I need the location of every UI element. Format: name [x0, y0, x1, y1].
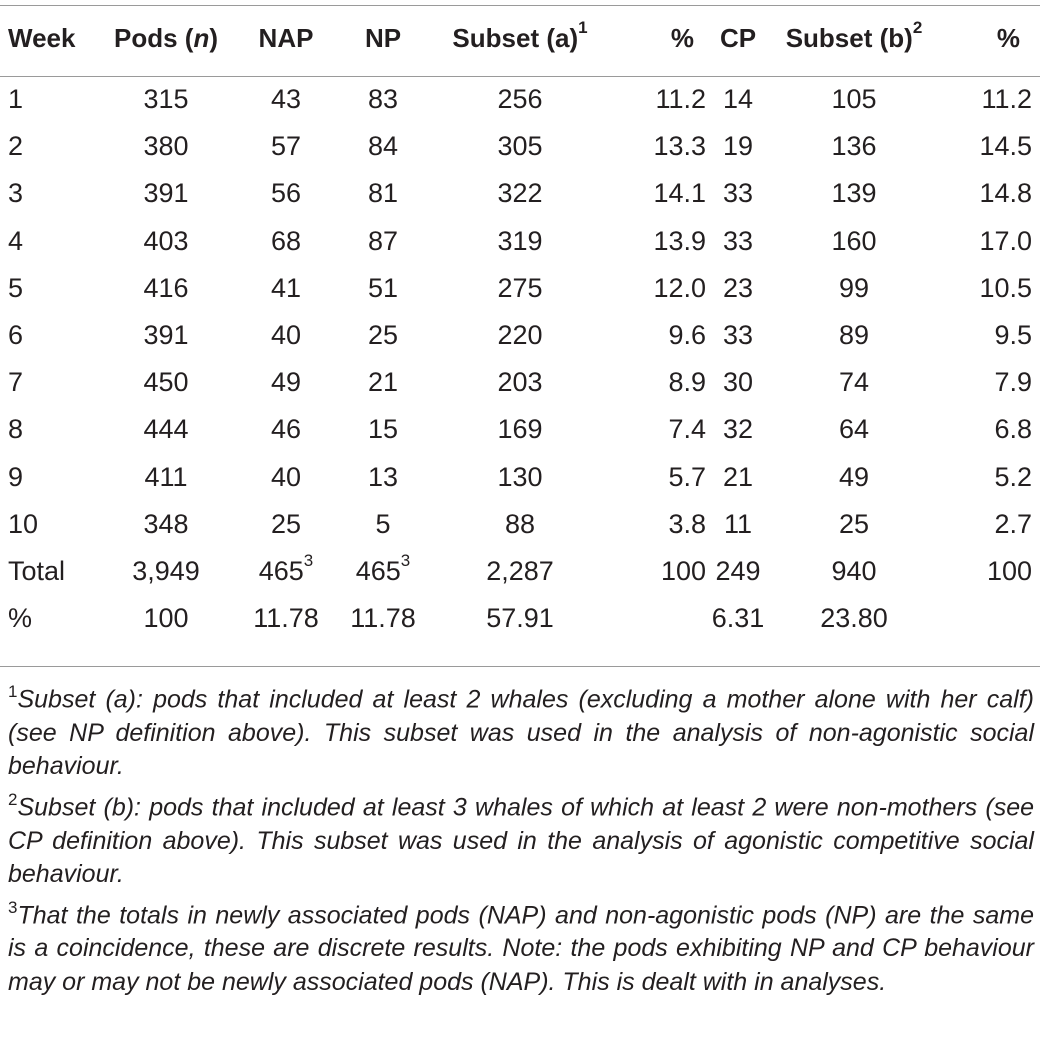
cell-subset-a: 88	[504, 508, 536, 539]
cell-nap: 43	[270, 84, 302, 115]
cell-np: 83	[367, 84, 399, 115]
cell-percent-a: 5.7	[668, 461, 706, 492]
cell-np: 87	[367, 225, 399, 256]
cell-pods: 444	[143, 414, 189, 445]
cell-cp: 14	[722, 84, 754, 115]
cell-nap: 49	[270, 367, 302, 398]
cell-subset-b: 105	[831, 84, 877, 115]
cell-np: 81	[367, 178, 399, 209]
table-row	[0, 501, 1040, 548]
footnote-text: That the totals in newly associated pods (NAP) and non-agonistic pods (NP) are the same is a coincidence, these are discrete results. Note: the pods exhibiting NP and CP behaviour may or may not be newly associated pods (NAP). This is dealt with in analyses.	[8, 900, 1034, 996]
cell-cp: 19	[722, 131, 754, 162]
header-cp: CP	[719, 22, 757, 53]
cell-cp: 6.31	[711, 603, 765, 634]
cell-subset-b: 49	[838, 461, 870, 492]
table-row	[0, 406, 1040, 453]
cell-subset-b: 74	[838, 367, 870, 398]
header-subset-b: Subset $(b)^2$	[785, 17, 923, 53]
cell-week: 2	[8, 131, 24, 162]
cell-pods: 411	[144, 461, 188, 492]
cell-week: 4	[8, 225, 24, 256]
cell-percent-b: 17.0	[979, 225, 1032, 256]
table-row	[0, 359, 1040, 406]
cell-percent-a: 9.6	[668, 320, 706, 351]
cell-week: Total	[8, 555, 66, 586]
cell-percent-b: 6.8	[994, 414, 1032, 445]
cell-subset-a: 305	[497, 131, 543, 162]
cell-pods: 391	[143, 320, 189, 351]
cell-pods: 450	[143, 367, 189, 398]
cell-subset-a: 169	[497, 414, 543, 445]
cell-cp: 21	[722, 461, 754, 492]
cell-pods: 391	[143, 178, 189, 209]
footnote-text: Subset (a): pods that included at least 2 whales (excluding a mother alone with her calf) (see NP definition above). This subset was used in the analysis of non-agonistic social behaviour.	[8, 685, 1034, 781]
cell-subset-b: 25	[838, 508, 870, 539]
cell-percent-a: 11.2	[655, 84, 706, 115]
cell-pods: 100	[143, 603, 189, 634]
cell-percent-b: 14.8	[979, 178, 1032, 209]
footnote-3	[8, 892, 1034, 1000]
cell-subset-a: 256	[497, 84, 543, 115]
table-row	[0, 265, 1040, 312]
cell-pods: 416	[143, 272, 189, 303]
cell-percent-b: 5.2	[994, 461, 1032, 492]
total-row	[0, 548, 1040, 595]
header-percent-a: %	[670, 22, 694, 53]
cell-subset-b: 940	[831, 555, 877, 586]
cell-np: 84	[367, 131, 399, 162]
cell-week: 7	[8, 367, 24, 398]
cell-subset-b: 160	[831, 225, 877, 256]
cell-subset-a: 2,287	[486, 555, 554, 586]
cell-nap: 40	[270, 461, 302, 492]
cell-np: $465^3$	[355, 550, 411, 586]
cell-nap: $465^3$	[258, 550, 314, 586]
cell-cp: 23	[722, 272, 754, 303]
cell-percent-b	[940, 595, 1040, 642]
cell-subset-b: 64	[838, 414, 870, 445]
cell-nap: 40	[270, 320, 302, 351]
cell-week: 10	[8, 508, 39, 539]
header-percent-b: %	[996, 22, 1020, 53]
cell-percent-a: 12.0	[653, 272, 706, 303]
cell-np: 5	[375, 508, 391, 539]
cell-subset-b: 139	[831, 178, 877, 209]
cell-cp: 11	[723, 508, 753, 539]
cell-subset-a: 203	[497, 367, 543, 398]
header-pods: Pods (n)	[113, 22, 218, 53]
percent-row	[0, 595, 1040, 642]
footnote-2	[8, 784, 1034, 892]
header-subset-a: Subset $(a)^1$	[452, 17, 588, 53]
cell-percent-a: 13.9	[653, 225, 706, 256]
footnote-text: Subset (b): pods that included at least 3 whales of which at least 2 were non-mothers (see CP definition above). This subset was used in the analysis of agonistic competitive social behaviour.	[8, 793, 1034, 889]
table-row	[0, 218, 1040, 265]
cell-nap: 11.78	[253, 603, 319, 634]
cell-pods: 403	[143, 225, 189, 256]
cell-subset-a: 130	[497, 461, 543, 492]
cell-percent-b: 10.5	[979, 272, 1032, 303]
cell-np: 15	[367, 414, 399, 445]
cell-nap: 25	[270, 508, 302, 539]
cell-np: 13	[367, 461, 399, 492]
cell-percent-b: 14.5	[979, 131, 1032, 162]
cell-subset-a: 275	[497, 272, 543, 303]
cell-week: 8	[8, 414, 24, 445]
cell-subset-b: 23.80	[820, 603, 888, 634]
cell-percent-a: 8.9	[668, 367, 706, 398]
cell-np: 21	[367, 367, 399, 398]
cell-cp: 32	[722, 414, 754, 445]
cell-percent-b: 9.5	[994, 320, 1032, 351]
cell-percent-a: 13.3	[653, 131, 706, 162]
cell-np: 25	[367, 320, 399, 351]
header-np: NP	[364, 22, 402, 53]
header-week: Week	[8, 22, 76, 53]
cell-percent-b: 100	[986, 555, 1032, 586]
table-row	[0, 170, 1040, 217]
footnote-mark: 1	[8, 682, 18, 701]
header-nap: NAP	[258, 22, 314, 53]
footnotes	[8, 676, 1034, 999]
cell-pods: 315	[143, 84, 189, 115]
cell-week: %	[8, 603, 33, 634]
cell-week: 6	[8, 320, 24, 351]
cell-week: 9	[8, 461, 24, 492]
cell-nap: 57	[270, 131, 302, 162]
cell-percent-a: 7.4	[668, 414, 706, 445]
table-row	[0, 454, 1040, 501]
cell-subset-a: 220	[497, 320, 543, 351]
cell-subset-a: 319	[497, 225, 543, 256]
table-row	[0, 312, 1040, 359]
cell-np: 51	[367, 272, 399, 303]
cell-nap: 56	[270, 178, 302, 209]
cell-pods: 348	[143, 508, 189, 539]
cell-cp: 33	[722, 225, 754, 256]
cell-percent-a: 14.1	[653, 178, 706, 209]
cell-subset-a: 57.91	[486, 603, 554, 634]
cell-cp: 33	[722, 178, 754, 209]
cell-cp: 249	[715, 555, 761, 586]
cell-subset-b: 136	[831, 131, 877, 162]
cell-percent-b: 7.9	[994, 367, 1032, 398]
cell-nap: 41	[270, 272, 302, 303]
header-row	[0, 0, 1040, 76]
cell-subset-b: 99	[838, 272, 870, 303]
cell-nap: 68	[270, 225, 302, 256]
cell-percent-a	[614, 595, 708, 642]
cell-cp: 30	[722, 367, 754, 398]
cell-percent-b: 11.2	[981, 84, 1032, 115]
footnote-1	[8, 676, 1034, 784]
cell-percent-a: 100	[660, 555, 706, 586]
cell-week: 1	[8, 84, 24, 115]
footnote-mark: 2	[8, 789, 18, 809]
cell-percent-a: 3.8	[668, 508, 706, 539]
cell-pods: 3,949	[132, 555, 200, 586]
cell-np: 11.78	[350, 603, 416, 634]
cell-pods: 380	[143, 131, 189, 162]
cell-subset-a: 322	[497, 178, 543, 209]
table-row	[0, 76, 1040, 123]
cell-week: 5	[8, 272, 24, 303]
cell-percent-b: 2.7	[994, 508, 1032, 539]
footnote-mark: 3	[8, 897, 18, 917]
cell-cp: 33	[722, 320, 754, 351]
table-bottom-rule	[0, 666, 1040, 667]
table-row	[0, 123, 1040, 170]
cell-nap: 46	[270, 414, 302, 445]
cell-week: 3	[8, 178, 24, 209]
cell-subset-b: 89	[838, 320, 870, 351]
